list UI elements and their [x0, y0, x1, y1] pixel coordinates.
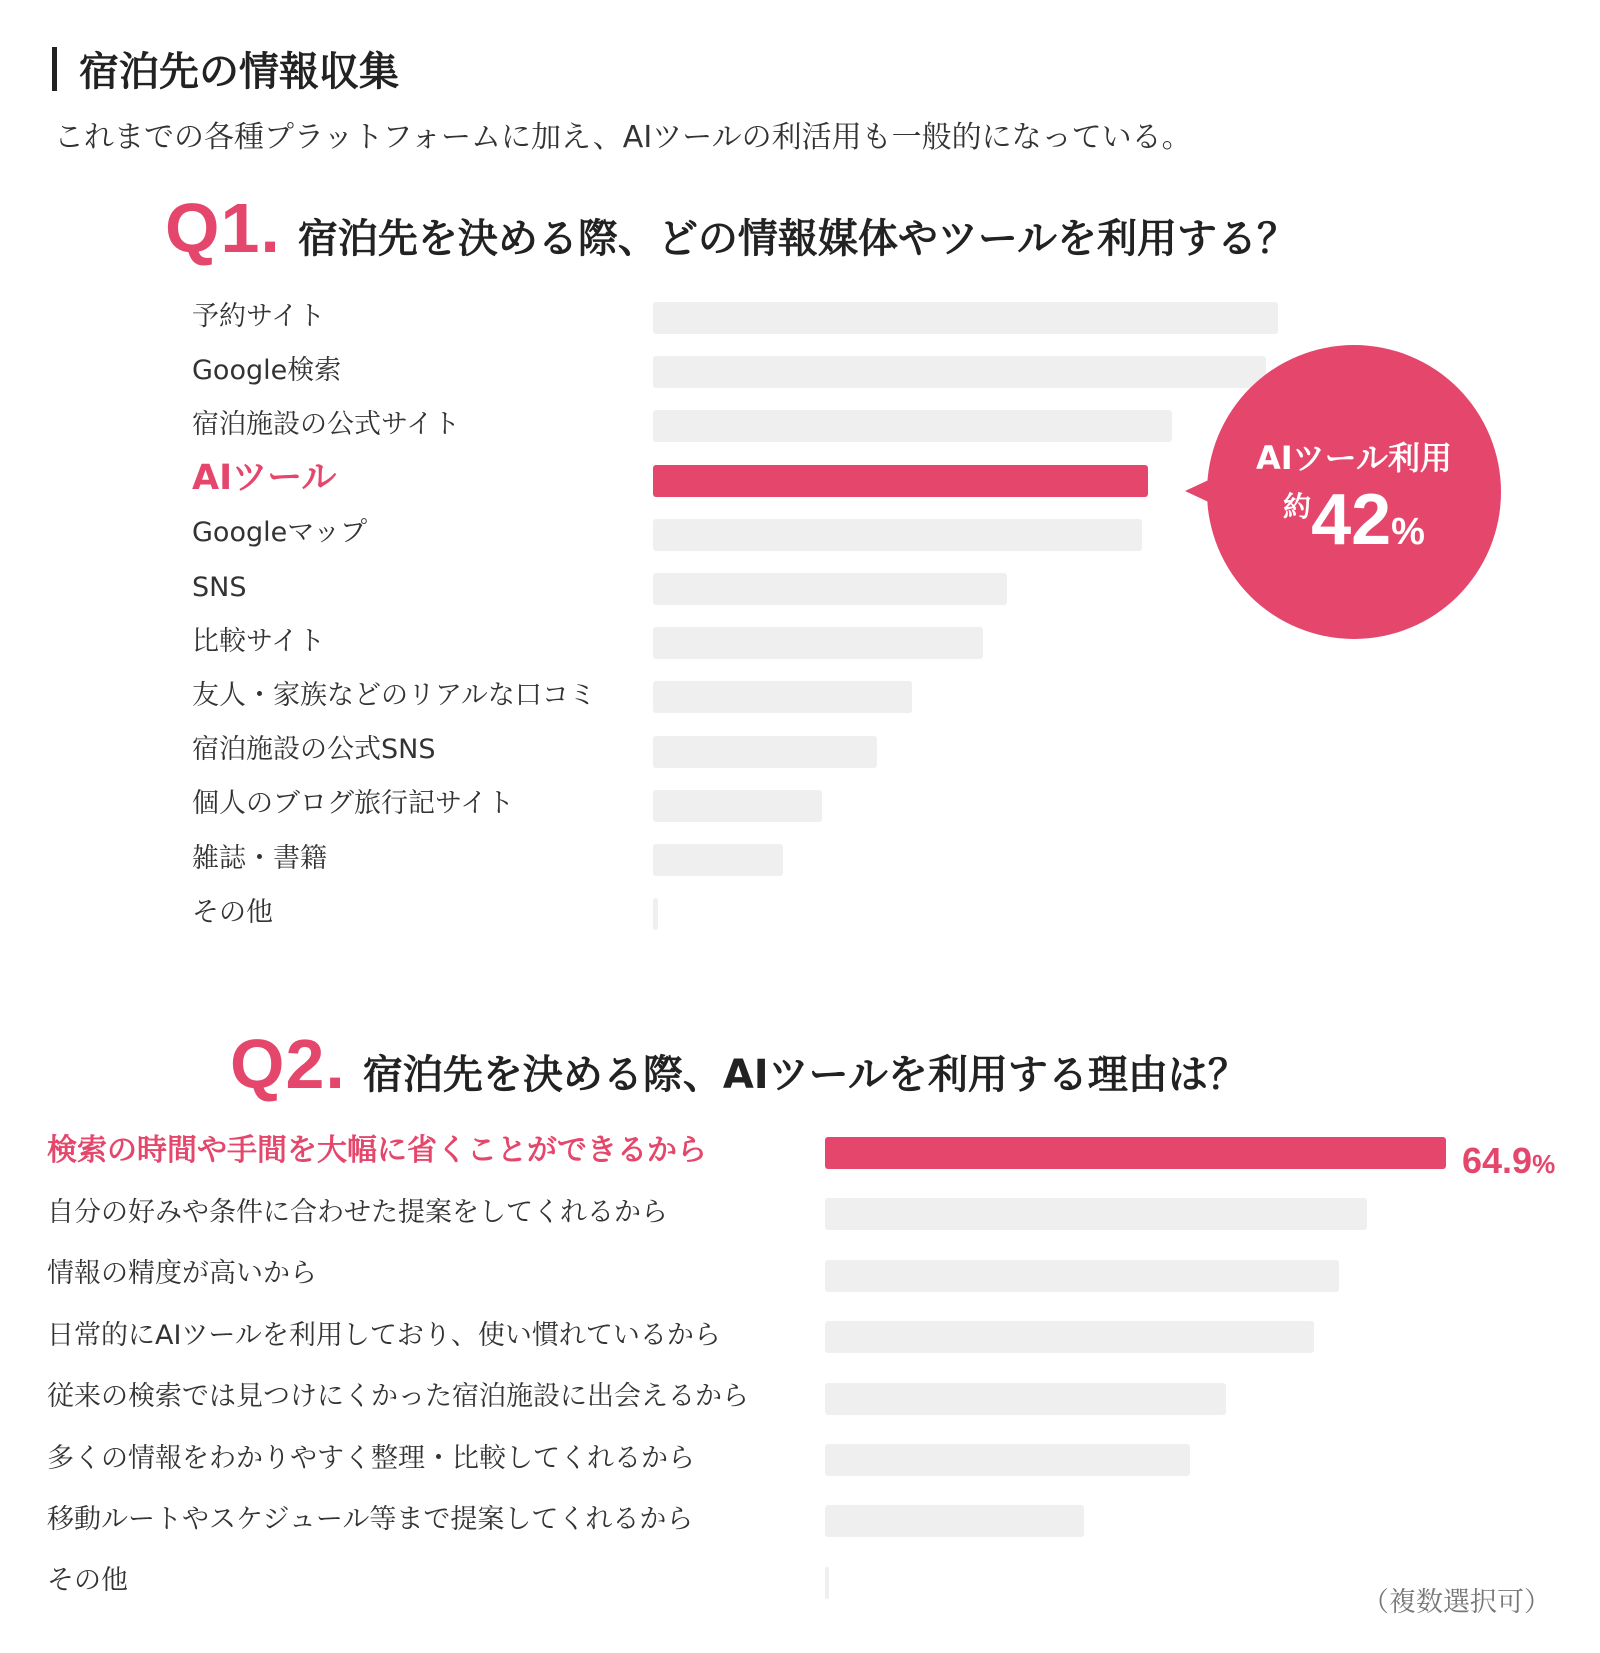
category-label: 移動ルートやスケジュール等まで提案してくれるから	[47, 1503, 694, 1535]
category-label: 比較サイト	[192, 625, 326, 657]
q1-dot: .	[260, 189, 280, 267]
category-label: 雑誌・書籍	[192, 842, 327, 874]
section-title-text: 宿泊先の情報収集	[79, 49, 399, 95]
bar	[825, 1198, 1367, 1230]
bar	[653, 356, 1266, 388]
category-label: Google検索	[192, 354, 342, 386]
q2-dot: .	[325, 1025, 345, 1103]
q1-number: Q1	[165, 189, 261, 267]
category-label: 友人・家族などのリアルな口コミ	[192, 679, 596, 711]
q2-question: 宿泊先を決める際、AIツールを利用する理由は？	[362, 1052, 1248, 1098]
category-label: SNS	[192, 571, 247, 603]
bar	[653, 573, 1007, 605]
bar	[825, 1260, 1339, 1292]
percent-value: 64.9	[1462, 1140, 1533, 1181]
callout-prefix: 約	[1283, 490, 1312, 523]
category-label: 自分の好みや条件に合わせた提案をしてくれるから	[47, 1196, 668, 1228]
category-label: AIツール	[192, 458, 337, 499]
q1-question: 宿泊先を決める際、どの情報媒体やツールを利用する？	[297, 216, 1298, 262]
bar	[825, 1444, 1190, 1476]
category-label: 個人のブログ旅行記サイト	[192, 788, 515, 820]
percent-unit: %	[1532, 1149, 1556, 1179]
category-label: 多くの情報をわかりやすく整理・比較してくれるから	[47, 1442, 695, 1474]
bar	[653, 898, 658, 930]
bar	[653, 465, 1148, 497]
bar	[825, 1567, 829, 1599]
bar	[653, 790, 822, 822]
bar	[825, 1321, 1314, 1353]
category-label: 情報の精度が高いから	[47, 1258, 317, 1290]
bar	[653, 410, 1172, 442]
bar	[825, 1505, 1084, 1537]
section-subtitle: これまでの各種プラットフォームに加え、AIツールの利活用も一般的になっている。	[54, 120, 1192, 155]
bar	[653, 627, 983, 659]
callout-title: AIツール利用	[1255, 439, 1453, 477]
bar	[653, 681, 912, 713]
q2-number: Q2	[230, 1025, 326, 1103]
bar	[653, 302, 1278, 334]
section-title	[52, 40, 399, 97]
bar	[825, 1383, 1226, 1415]
category-label: Googleマップ	[192, 517, 368, 549]
top-reason-percent	[1462, 1140, 1555, 1182]
category-label: その他	[47, 1565, 128, 1597]
bar	[653, 736, 877, 768]
category-label: その他	[192, 896, 273, 928]
callout-value	[1207, 479, 1501, 561]
multiple-choice-note: （複数選択可）	[1362, 1587, 1551, 1618]
category-label: 従来の検索では見つけにくかった宿泊施設に出会えるから	[47, 1381, 749, 1413]
callout-unit: %	[1391, 511, 1425, 553]
bar	[653, 844, 783, 876]
title-accent-bar	[52, 47, 57, 91]
callout-number: 42	[1311, 480, 1392, 560]
category-label: 予約サイト	[192, 300, 326, 332]
category-label: 宿泊施設の公式SNS	[192, 734, 436, 766]
q1-heading	[165, 188, 1297, 268]
ai-usage-callout	[1207, 345, 1501, 639]
category-label: 検索の時間や手間を大幅に省くことができるから	[47, 1133, 707, 1168]
q2-heading	[230, 1024, 1248, 1104]
category-label: 日常的にAIツールを利用しており、使い慣れているから	[47, 1319, 721, 1351]
category-label: 宿泊施設の公式サイト	[192, 408, 461, 440]
bar	[825, 1137, 1446, 1169]
bar	[653, 519, 1142, 551]
